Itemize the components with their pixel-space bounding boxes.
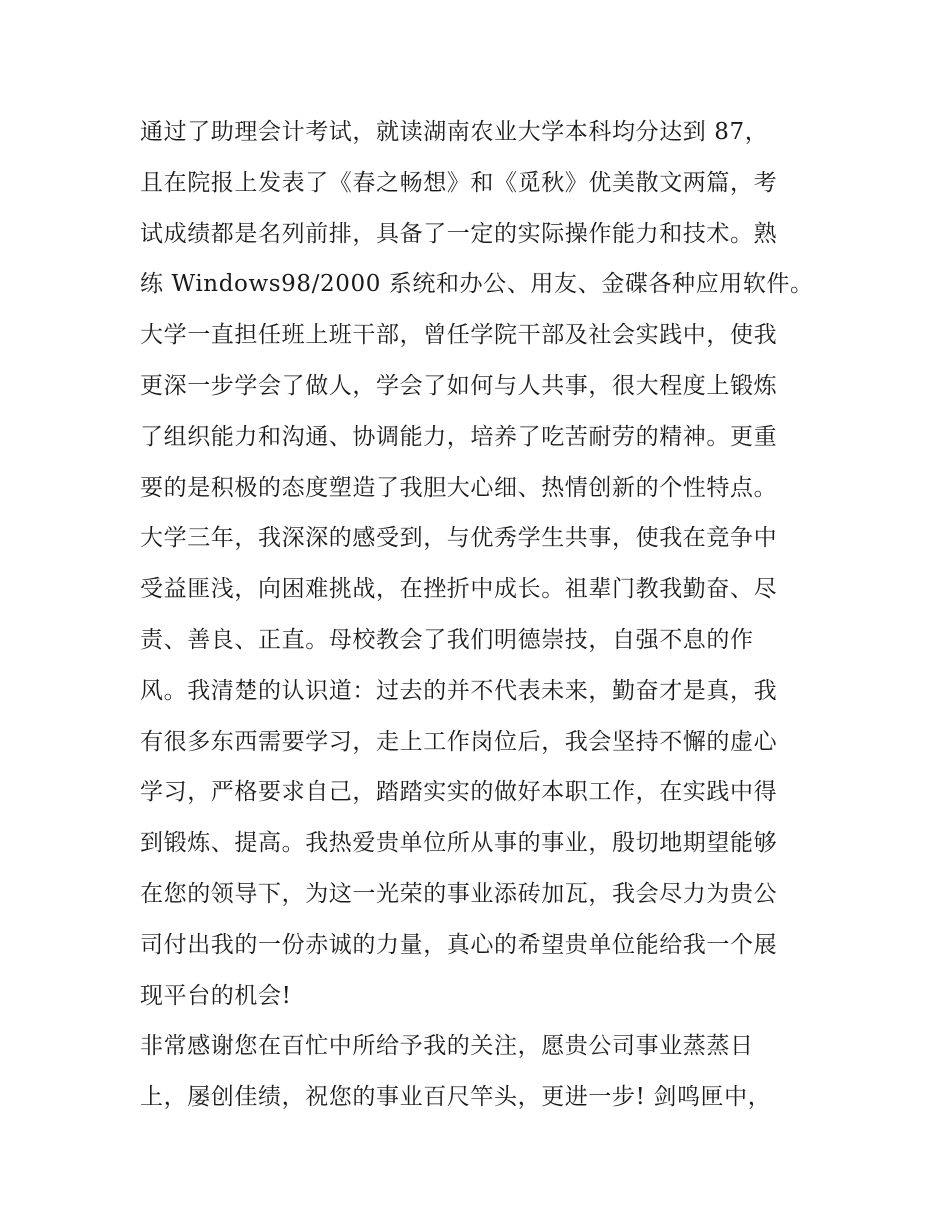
text-line: 受益匪浅，向困难挑战，在挫折中成长。祖辈门教我勤奋、尽 — [140, 576, 778, 603]
text-line: 要的是积极的态度塑造了我胆大心细、热情创新的个性特点。 — [140, 474, 778, 501]
text-line: 风。我清楚的认识道：过去的并不代表未来，勤奋才是真，我 — [140, 677, 778, 704]
text-line: 在您的领导下，为这一光荣的事业添砖加瓦，我会尽力为贵公 — [140, 880, 778, 907]
body-text — [140, 107, 820, 1123]
text-line: 且在院报上发表了《春之畅想》和《觅秋》优美散文两篇，考 — [140, 169, 778, 196]
text-line: 到锻炼、提高。我热爱贵单位所从事的事业，殷切地期望能够 — [140, 830, 778, 857]
text-line: 上，屡创佳绩，祝您的事业百尺竿头，更进一步! 剑鸣匣中， — [140, 1084, 772, 1111]
text-line: 通过了助理会计考试，就读湖南农业大学本科均分达到 87， — [140, 119, 769, 145]
text-line: 非常感谢您在百忙中所给予我的关注，愿贵公司事业蒸蒸日 — [140, 1033, 754, 1060]
text-line: 学习，严格要求自己，踏踏实实的做好本职工作，在实践中得 — [140, 779, 778, 806]
text-line: 试成绩都是名列前排，具备了一定的实际操作能力和技术。熟 — [140, 220, 778, 247]
text-line: 大学三年，我深深的感受到，与优秀学生共事，使我在竞争中 — [140, 525, 778, 552]
text-line: 更深一步学会了做人，学会了如何与人共事，很大程度上锻炼 — [140, 372, 778, 399]
text-line: 大学一直担任班上班干部，曾任学院干部及社会实践中，使我 — [140, 322, 778, 349]
text-line: 责、善良、正直。母校教会了我们明德崇技，自强不息的作 — [140, 626, 754, 653]
text-line: 有很多东西需要学习，走上工作岗位后，我会坚持不懈的虚心 — [140, 728, 778, 755]
text-line: 了组织能力和沟通、协调能力，培养了吃苦耐劳的精神。更重 — [140, 423, 778, 450]
text-line: 练 Windows98/2000 系统和办公、用友、金碟各种应用软件。 — [140, 271, 814, 298]
text-line: 现平台的机会! — [140, 982, 292, 1009]
text-line: 司付出我的一份赤诚的力量，真心的希望贵单位能给我一个展 — [140, 931, 778, 958]
